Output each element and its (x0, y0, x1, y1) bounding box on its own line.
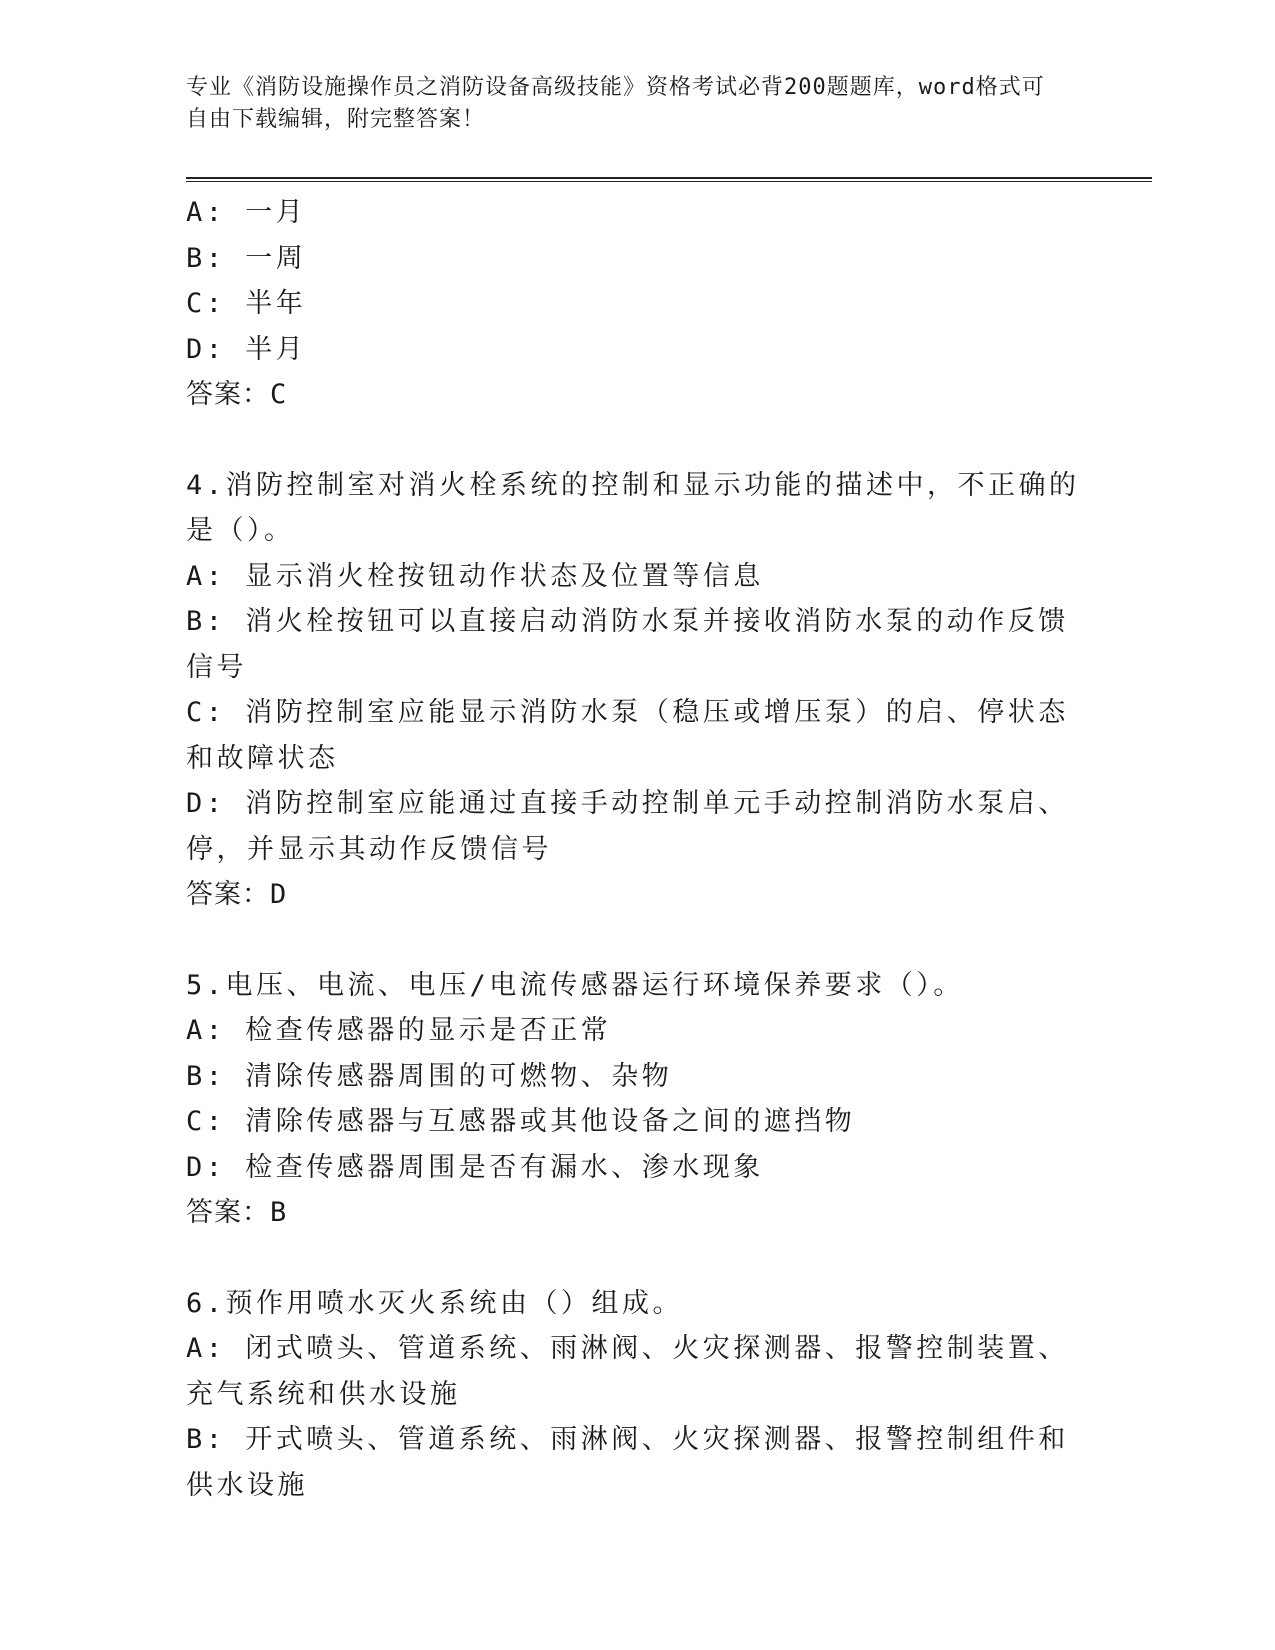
option-b: B: 一周 (186, 242, 307, 274)
question-6-block (186, 1281, 1086, 1509)
option-b: B: 消火栓按钮可以直接启动消防水泵并接收消防水泵的动作反馈信号 (186, 606, 1069, 683)
option-d: D: 半月 (186, 333, 307, 365)
option-a: A: 一月 (186, 197, 307, 228)
spacer (186, 418, 1086, 463)
answer: 答案：C (186, 379, 288, 410)
question-stem: 6.预作用喷水灭火系统由（）组成。 (186, 1287, 684, 1319)
document-header: 专业《消防设施操作员之消防设备高级技能》资格考试必背200题题库，word格式可自由下载编辑，附完整答案！ (186, 75, 1045, 132)
answer: 答案：D (186, 879, 288, 910)
question-4-block (186, 463, 1086, 918)
option-d: D: 消防控制室应能通过直接手动控制单元手动控制消防水泵启、停，并显示其动作反馈信号 (186, 788, 1069, 865)
question-stem: 4.消防控制室对消火栓系统的控制和显示功能的描述中，不正确的是（）。 (186, 469, 1080, 546)
option-c: C: 消防控制室应能显示消防水泵（稳压或增压泵）的启、停状态和故障状态 (186, 697, 1069, 774)
option-a: A: 检查传感器的显示是否正常 (186, 1015, 612, 1046)
option-d: D: 检查传感器周围是否有漏水、渗水现象 (186, 1151, 764, 1183)
option-a: A: 显示消火栓按钮动作状态及位置等信息 (186, 560, 764, 592)
option-b: B: 清除传感器周围的可燃物、杂物 (186, 1060, 673, 1092)
question-stem: 5.电压、电流、电压/电流传感器运行环境保养要求（）。 (186, 969, 964, 1001)
option-a: A: 闭式喷头、管道系统、雨淋阀、火灾探测器、报警控制装置、充气系统和供水设施 (186, 1333, 1069, 1410)
question-3-block (186, 190, 1086, 418)
question-5-block (186, 963, 1086, 1236)
question-list (186, 190, 1086, 1508)
option-c: C: 清除传感器与互感器或其他设备之间的遮挡物 (186, 1106, 856, 1137)
spacer (186, 1236, 1086, 1281)
option-c: C: 半年 (186, 288, 307, 319)
header-divider (186, 177, 1152, 182)
spacer (186, 918, 1086, 963)
answer: 答案：B (186, 1197, 288, 1228)
option-b: B: 开式喷头、管道系统、雨淋阀、火灾探测器、报警控制组件和供水设施 (186, 1424, 1069, 1501)
